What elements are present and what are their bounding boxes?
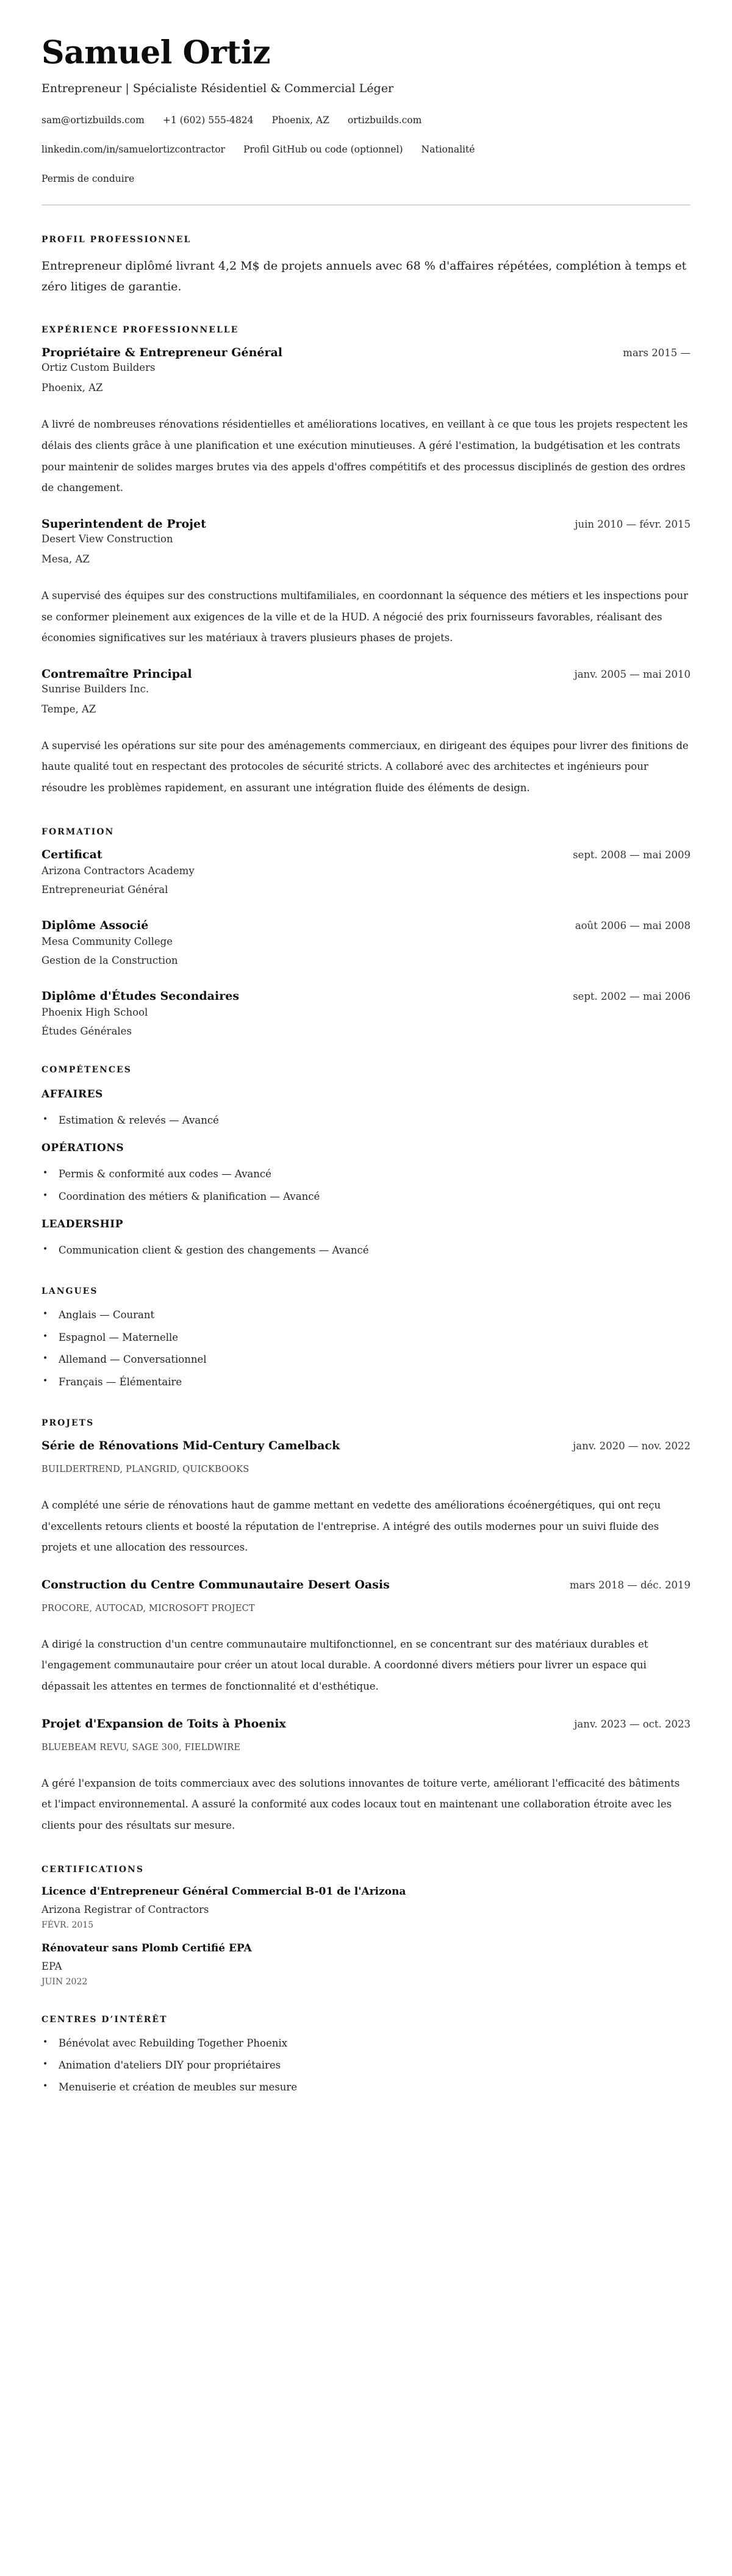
- contact-phone[interactable]: +1 (602) 555-4824: [162, 114, 254, 126]
- degree-title: Diplôme d'Études Secondaires: [41, 989, 240, 1003]
- contact-drivers-license: Permis de conduire: [41, 173, 135, 184]
- bullet-icon: •: [43, 2059, 48, 2070]
- contact-github[interactable]: Profil GitHub ou code (optionnel): [243, 143, 403, 155]
- certification-item: [41, 1885, 691, 1930]
- degree-title: Diplôme Associé: [41, 918, 149, 932]
- project-item: [41, 1439, 691, 1559]
- degree-title: Certificat: [41, 847, 102, 861]
- bullet-icon: •: [43, 2081, 48, 2092]
- project-dates: janv. 2023 — oct. 2023: [574, 1718, 691, 1730]
- skill-group-title: AFFAIRES: [41, 1088, 103, 1100]
- project-name: Projet d'Expansion de Toits à Phoenix: [41, 1717, 286, 1731]
- certification-date: JUIN 2022: [41, 1976, 88, 1987]
- project-name: Série de Rénovations Mid-Century Camelback: [41, 1438, 340, 1452]
- section-experience: [41, 325, 691, 798]
- project-description: A dirigé la construction d'un centre communautaire multifonctionnel, en se concentrant sur des matériaux durables et l'engagement communautaire pour créer un atout local durable. A coordonné divers métiers pour livrer un espace qui dépassait les attentes en termes de fonctionnalité et d'esthétique.: [41, 1638, 648, 1693]
- skill-item: • Coordination des métiers & planification — Avancé: [41, 1189, 691, 1205]
- skill-item: • Permis & conformité aux codes — Avancé: [41, 1166, 691, 1182]
- interest-item: • Menuiserie et création de meubles sur mesure: [41, 2079, 691, 2095]
- project-dates: janv. 2020 — nov. 2022: [573, 1440, 691, 1452]
- section-title-skills: COMPÉTENCES: [41, 1064, 132, 1075]
- contact-row-2: [41, 135, 691, 164]
- school-name: Phoenix High School: [41, 1006, 148, 1018]
- section-certifications: [41, 1865, 691, 1987]
- bullet-icon: •: [43, 1309, 48, 1319]
- resume-header: [41, 34, 691, 206]
- section-title-interests: CENTRES D’INTÉRÊT: [41, 2014, 168, 2025]
- section-title-languages: LANGUES: [41, 1286, 98, 1297]
- education-dates: sept. 2002 — mai 2006: [573, 990, 691, 1002]
- school-name: Arizona Contractors Academy: [41, 864, 195, 877]
- bullet-icon: •: [43, 1190, 48, 1200]
- skill-group-title: LEADERSHIP: [41, 1218, 124, 1230]
- contact-nationality: Nationalité: [421, 143, 475, 155]
- skill-group: [41, 1088, 691, 1128]
- experience-item: [41, 517, 691, 649]
- education-item: [41, 848, 691, 895]
- skill-item: • Communication client & gestion des changements — Avancé: [41, 1243, 691, 1258]
- school-name: Mesa Community College: [41, 935, 173, 947]
- profile-summary: Entrepreneur diplômé livrant 4,2 M$ de projets annuels avec 68 % d'affaires répétées, complétion à temps et zéro litiges de garantie.: [41, 259, 687, 294]
- contact-location: Phoenix, AZ: [271, 114, 329, 126]
- project-description: A géré l'expansion de toits commerciaux avec des solutions innovantes de toiture verte, améliorant l'efficacité des bâtiments et l'impact environnemental. A assuré la conformité aux codes locaux tout en maintenant une collaboration étroite avec les clients pour des résultats sur mesure.: [41, 1777, 680, 1832]
- job-description: A supervisé des équipes sur des constructions multifamiliales, en coordonnant la séquence des métiers et les inspections pour se conformer pleinement aux exigences de la ville et de la HUD. A négocié des prix fournisseurs favorables, réalisant des économies significatives sur les matériaux à travers plusieurs phases de projets.: [41, 589, 689, 644]
- headline: Entrepreneur | Spécialiste Résidentiel & Commercial Léger: [41, 82, 394, 96]
- job-description: A supervisé les opérations sur site pour des aménagements commerciaux, en dirigeant des équipes pour livrer des finitions de haute qualité tout en respectant des protocoles de sécurité stricts. A collaboré avec des architectes et ingénieurs pour résoudre les problèmes rapidement, en assurant une intégration fluide des éléments de design.: [41, 739, 689, 794]
- job-location: Mesa, AZ: [41, 553, 90, 565]
- certification-date: FÉVR. 2015: [41, 1920, 94, 1930]
- bullet-icon: •: [43, 1168, 48, 1179]
- bullet-icon: •: [43, 1331, 48, 1341]
- section-interests: [41, 2015, 691, 2096]
- certification-issuer: EPA: [41, 1960, 62, 1972]
- company-name: Ortiz Custom Builders: [41, 362, 156, 374]
- project-item: [41, 1578, 691, 1698]
- bullet-icon: •: [43, 1114, 48, 1124]
- job-dates: juin 2010 — févr. 2015: [575, 518, 691, 530]
- contact-linkedin[interactable]: linkedin.com/in/samuelortizcontractor: [41, 143, 225, 155]
- bullet-icon: •: [43, 1376, 48, 1386]
- header-divider: [41, 204, 691, 206]
- field-of-study: Entrepreneuriat Général: [41, 883, 168, 895]
- skill-group: [41, 1142, 691, 1205]
- job-description: A livré de nombreuses rénovations résidentielles et améliorations locatives, en veillant à ce que tous les projets respectent les délais des clients grâce à une planification et une exécution minutieuses. A géré l'estimation, la budgétisation et les contrats pour maintenir de solides marges brutes via des appels d'offres compétitifs et des processus disciplinés de gestion des ordres de changement.: [41, 418, 688, 494]
- candidate-name: Samuel Ortiz: [41, 34, 271, 71]
- certification-name: Rénovateur sans Plomb Certifié EPA: [41, 1942, 252, 1954]
- language-item: • Espagnol — Maternelle: [41, 1330, 691, 1346]
- section-skills: [41, 1065, 691, 1259]
- field-of-study: Études Générales: [41, 1025, 132, 1037]
- language-item: • Anglais — Courant: [41, 1307, 691, 1323]
- section-projects: [41, 1418, 691, 1837]
- bullet-icon: •: [43, 1354, 48, 1364]
- job-title: Propriétaire & Entrepreneur Général: [41, 346, 283, 360]
- section-title-projects: PROJETS: [41, 1418, 95, 1428]
- interest-item: • Bénévolat avec Rebuilding Together Phoenix: [41, 2036, 691, 2051]
- job-location: Phoenix, AZ: [41, 382, 103, 394]
- contact-info: [41, 106, 691, 193]
- section-title-education: FORMATION: [41, 827, 115, 837]
- project-tech: BUILDERTREND, PLANGRID, QUICKBOOKS: [41, 1464, 249, 1474]
- section-languages: [41, 1286, 691, 1390]
- job-title: Contremaître Principal: [41, 667, 192, 681]
- project-description: A complété une série de rénovations haut de gamme mettant en vedette des améliorations écoénergétiques, qui ont reçu d'excellents retours clients et boosté la réputation de l'entreprise. A intégré des outils modernes pour un suivi fluide des projets et une allocation des ressources.: [41, 1499, 661, 1554]
- contact-website[interactable]: ortizbuilds.com: [347, 114, 422, 126]
- company-name: Desert View Construction: [41, 533, 173, 545]
- skill-group-title: OPÉRATIONS: [41, 1142, 124, 1155]
- language-item: • Français — Élémentaire: [41, 1374, 691, 1390]
- section-education: [41, 827, 691, 1037]
- education-item: [41, 919, 691, 966]
- job-title: Superintendent de Projet: [41, 517, 206, 531]
- education-item: [41, 989, 691, 1037]
- project-item: [41, 1717, 691, 1837]
- certification-name: Licence d'Entrepreneur Général Commercial B-01 de l'Arizona: [41, 1885, 406, 1898]
- certification-item: [41, 1942, 691, 1987]
- section-profile: [41, 235, 691, 297]
- education-dates: sept. 2008 — mai 2009: [573, 849, 691, 861]
- section-title-profile: PROFIL PROFESSIONNEL: [41, 234, 192, 245]
- certification-issuer: Arizona Registrar of Contractors: [41, 1903, 209, 1915]
- project-dates: mars 2018 — déc. 2019: [569, 1579, 691, 1591]
- bullet-icon: •: [43, 1244, 48, 1254]
- project-tech: PROCORE, AUTOCAD, MICROSOFT PROJECT: [41, 1603, 255, 1613]
- field-of-study: Gestion de la Construction: [41, 954, 178, 966]
- contact-row-1: [41, 106, 691, 135]
- section-title-experience: EXPÉRIENCE PROFESSIONNELLE: [41, 325, 239, 335]
- skill-item: • Estimation & relevés — Avancé: [41, 1113, 691, 1128]
- job-dates: mars 2015 —: [623, 347, 691, 359]
- contact-row-3: [41, 164, 691, 193]
- contact-email[interactable]: sam@ortizbuilds.com: [41, 114, 145, 126]
- bullet-icon: •: [43, 2037, 48, 2047]
- company-name: Sunrise Builders Inc.: [41, 683, 149, 695]
- job-dates: janv. 2005 — mai 2010: [574, 668, 691, 680]
- language-item: • Allemand — Conversationnel: [41, 1352, 691, 1368]
- interest-item: • Animation d'ateliers DIY pour propriétaires: [41, 2058, 691, 2073]
- education-dates: août 2006 — mai 2008: [575, 919, 691, 931]
- section-title-certifications: CERTIFICATIONS: [41, 1864, 144, 1875]
- experience-item: [41, 346, 691, 499]
- project-tech: BLUEBEAM REVU, SAGE 300, FIELDWIRE: [41, 1742, 241, 1753]
- job-location: Tempe, AZ: [41, 703, 96, 715]
- skill-group: [41, 1218, 691, 1258]
- project-name: Construction du Centre Communautaire Desert Oasis: [41, 1577, 390, 1591]
- experience-item: [41, 667, 691, 799]
